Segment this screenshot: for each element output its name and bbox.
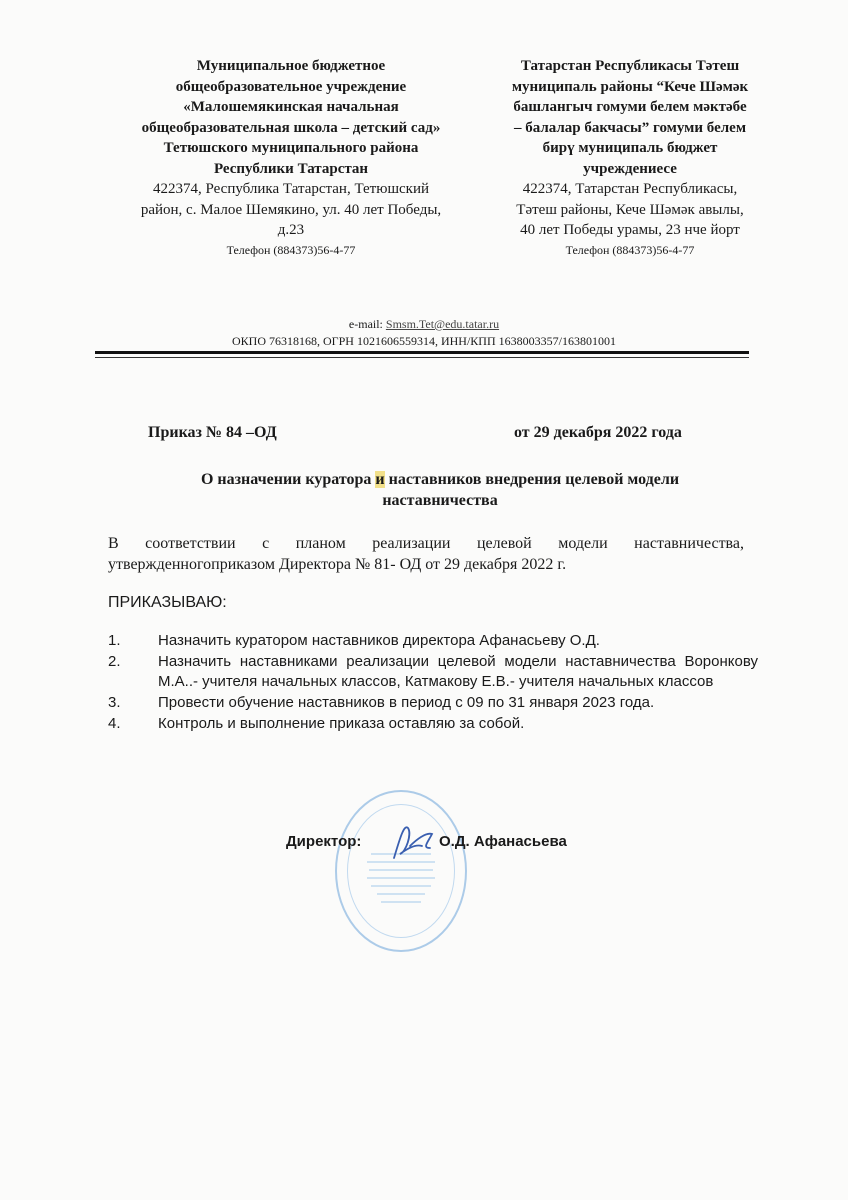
- official-stamp: [335, 790, 467, 952]
- order-word: ПРИКАЗЫВАЮ:: [108, 594, 227, 611]
- item-text: Назначить куратором наставников директора Афанасьеву О.Д.: [158, 632, 600, 649]
- item-text: Провести обучение наставников в период с 09 по 31 января 2023 года.: [158, 694, 655, 711]
- item-number: 4.: [108, 715, 121, 732]
- director-name: О.Д. Афанасьева: [439, 833, 567, 850]
- item-number: 3.: [108, 694, 121, 711]
- list-item: [108, 714, 758, 734]
- email-line: [0, 316, 848, 333]
- email-link[interactable]: Smsm.Tet@edu.tatar.ru: [385, 317, 500, 331]
- order-subject: [148, 469, 732, 511]
- subject-highlight: и: [375, 471, 385, 488]
- header-right-line: муниципаль районы “Кече Шәмәк: [511, 78, 749, 95]
- header-left-address: 422374, Республика Татарстан, Тетюшский: [153, 181, 429, 197]
- header-right-address: 40 лет Победы урамы, 23 нче йорт: [520, 222, 740, 238]
- list-item: [108, 631, 758, 651]
- list-item: [108, 693, 758, 713]
- header-left-block: [106, 56, 476, 260]
- header-divider-thin: [95, 357, 749, 358]
- order-date: от 29 декабря 2022 года: [514, 424, 682, 441]
- item-text: Контроль и выполнение приказа оставляю за собой.: [158, 715, 525, 732]
- header-divider-thick: [95, 351, 749, 354]
- list-item: [108, 652, 758, 692]
- registration-codes: ОКПО 76318168, ОГРН 1021606559314, ИНН/КПП 1638003357/163801001: [232, 334, 616, 348]
- header-left-address: район, с. Малое Шемякино, ул. 40 лет Победы,: [140, 201, 442, 218]
- header-right-line: Татарстан Республикасы Тәтеш: [520, 58, 740, 74]
- item-text: Назначить наставниками реализации целевой модели наставничества Воронкову М.А..- учителя начальных классов, Катмакову Е.В.- учителя начальных классов: [158, 653, 758, 690]
- signature-mark: [386, 818, 438, 864]
- subject-part: О назначении куратора: [200, 471, 376, 488]
- header-right-block: [475, 56, 785, 260]
- stamp-inner-lines: [337, 792, 465, 950]
- order-basis: В соответствии с планом реализации целевой модели наставничества, утвержденногоприказом Директора № 81- ОД от 29 декабря 2022 г.: [108, 535, 744, 573]
- header-right-address: 422374, Татарстан Республикасы,: [522, 181, 738, 197]
- header-left-address: д.23: [277, 222, 305, 238]
- item-number: 1.: [108, 632, 121, 649]
- header-right-line: башлангыч гомуми белем мәктәбе: [513, 99, 747, 115]
- header-left-phone: Телефон (884373)56-4-77: [226, 242, 356, 257]
- email-label: e-mail:: [348, 317, 386, 331]
- header-right-line: учреждениесе: [583, 160, 677, 177]
- header-left-line: Республики Татарстан: [213, 160, 369, 177]
- header-right-phone: Телефон (884373)56-4-77: [565, 242, 695, 257]
- order-number: Приказ № 84 –ОД: [148, 424, 277, 441]
- header-left-line: «Малошемякинская начальная: [183, 99, 399, 115]
- header-right-address: Тәтеш районы, Кече Шәмәк авылы,: [516, 201, 744, 218]
- header-left-line: общеобразовательное учреждение: [175, 78, 407, 95]
- subject-part: наставников внедрения целевой модели наставничества: [382, 471, 680, 509]
- order-items: [108, 631, 758, 735]
- header-right-line: – балалар бакчасы” гомуми белем: [513, 119, 747, 136]
- header-left-line: Тетюшского муниципального района: [163, 140, 419, 156]
- director-label: Директор:: [286, 833, 362, 850]
- item-number: 2.: [108, 653, 121, 670]
- header-left-line: общеобразовательная школа – детский сад»: [141, 119, 441, 136]
- header-left-line: Муниципальное бюджетное: [196, 58, 386, 74]
- header-right-line: бирү муниципаль бюджет: [542, 140, 718, 156]
